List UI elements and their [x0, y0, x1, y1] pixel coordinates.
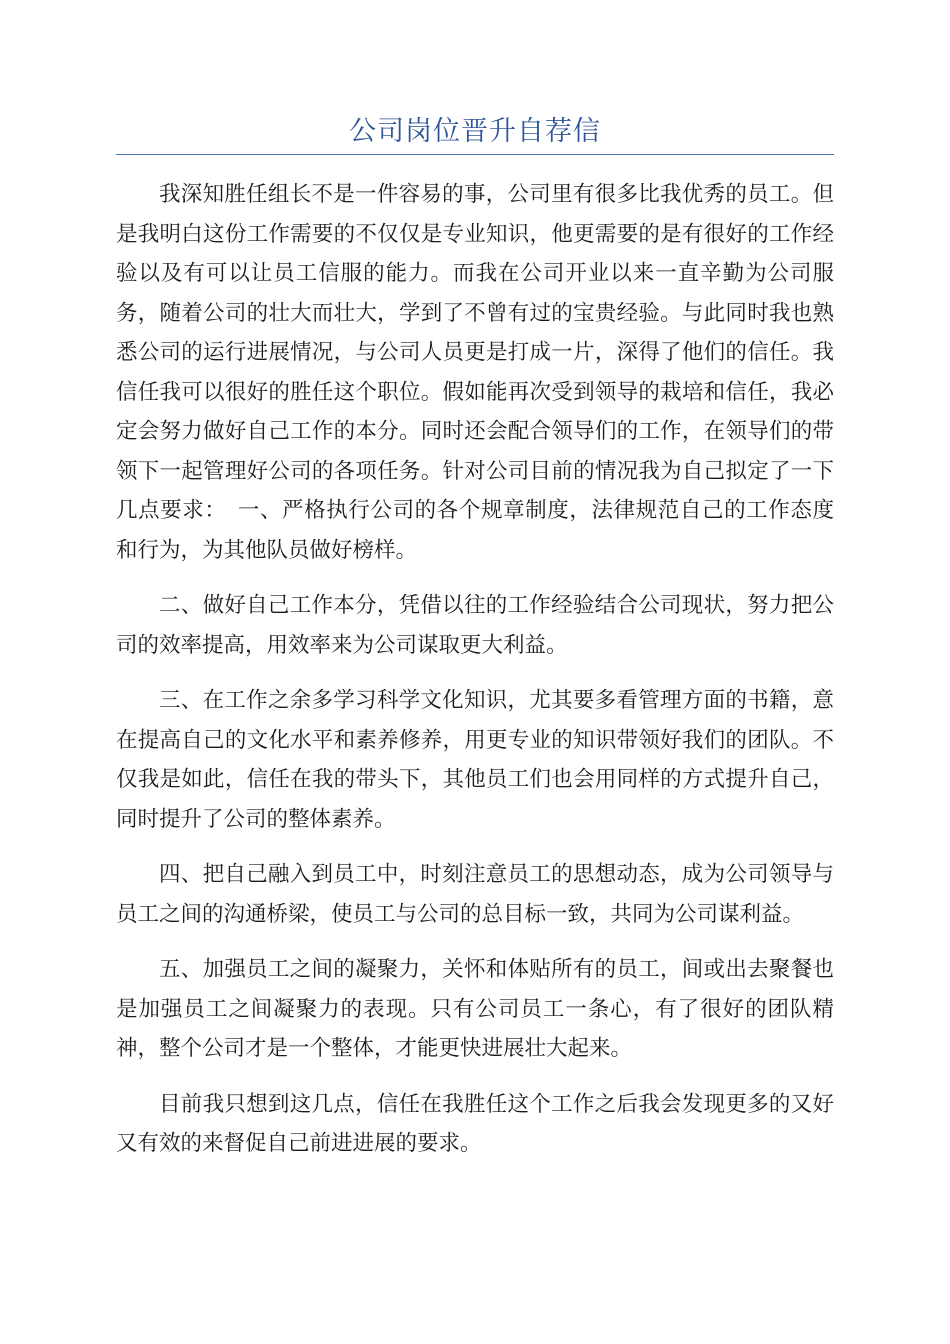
- paragraph-point-4: 四、把自己融入到员工中，时刻注意员工的思想动态，成为公司领导与员工之间的沟通桥梁，使员工与公司的总目标一致，共同为公司谋利益。: [116, 862, 834, 927]
- paragraph-closing: 目前我只想到这几点，信任在我胜任这个工作之后我会发现更多的又好又有效的来督促自己前进进展的要求。: [116, 1091, 834, 1156]
- title-underline: [116, 154, 834, 155]
- paragraph-point-5: 五、加强员工之间的凝聚力，关怀和体贴所有的员工，间或出去聚餐也是加强员工之间凝聚力的表现。只有公司员工一条心，有了很好的团队精神，整个公司才是一个整体，才能更快进展壮大起来。: [116, 957, 834, 1061]
- paragraph-point-2: 二、做好自己工作本分，凭借以往的工作经验结合公司现状，努力把公司的效率提高，用效率来为公司谋取更大利益。: [116, 593, 834, 658]
- document-body: [116, 175, 834, 1180]
- document-title: 公司岗位晋升自荐信: [349, 116, 601, 147]
- paragraph-intro: 我深知胜任组长不是一件容易的事，公司里有很多比我优秀的员工。但是我明白这份工作需要的不仅仅是专业知识，他更需要的是有很好的工作经验以及有可以让员工信服的能力。而我在公司开业以来一直辛勤为公司服务，随着公司的壮大而壮大，学到了不曾有过的宝贵经验。与此同时我也熟悉公司的运行进展情况，与公司人员更是打成一片，深得了他们的信任。我信任我可以很好的胜任这个职位。假如能再次受到领导的栽培和信任，我必定会努力做好自己工作的本分。同时还会配合领导们的工作，在领导们的带领下一起管理好公司的各项任务。针对公司目前的情况我为自己拟定了一下几点要求： 一、严格执行公司的各个规章制度，法律规范自己的工作态度和行为，为其他队员做好榜样。: [116, 182, 834, 563]
- paragraph-point-3: 三、在工作之余多学习科学文化知识，尤其要多看管理方面的书籍，意在提高自己的文化水平和素养修养，用更专业的知识带领好我们的团队。不仅我是如此，信任在我的带头下，其他员工们也会用同样的方式提升自己，同时提升了公司的整体素养。: [116, 688, 834, 832]
- title-block: [116, 112, 834, 155]
